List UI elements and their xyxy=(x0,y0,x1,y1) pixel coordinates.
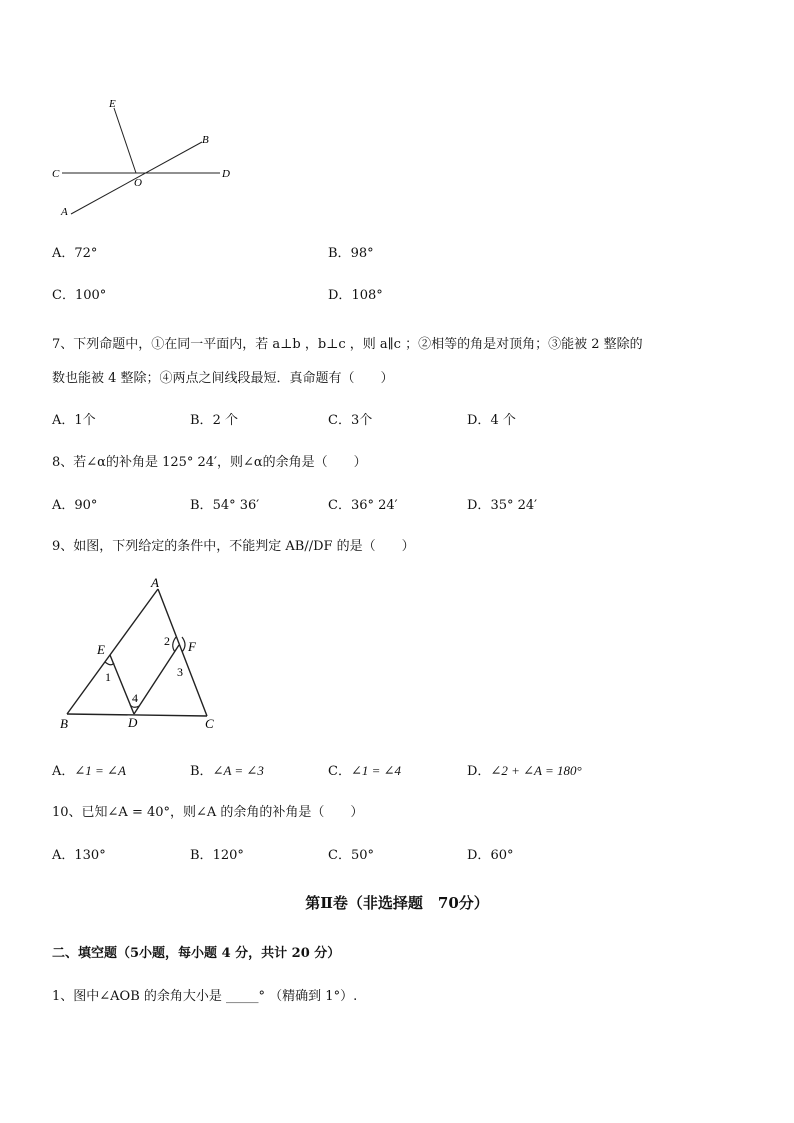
label-b: B xyxy=(60,716,68,731)
q7-option-d[interactable]: D．4 个 xyxy=(467,413,516,428)
angle-mark-3 xyxy=(182,637,185,652)
section-heading: 二、填空题（5小题，每小题 4 分，共计 20 分） xyxy=(52,946,341,961)
segment-df xyxy=(134,645,179,714)
angle-number-1: 1 xyxy=(105,670,111,684)
q10-option-d[interactable]: D．60° xyxy=(467,848,514,863)
q8-option-d[interactable]: D．35° 24′ xyxy=(467,498,538,513)
angle-number-4: 4 xyxy=(132,691,138,705)
q7-stem-line2: 数也能被 4 整除；④两点之间线段最短．真命题有（ ） xyxy=(52,371,394,386)
q9-stem: 9、如图，下列给定的条件中，不能判定 AB//DF 的是（ ） xyxy=(52,539,415,554)
side-ac xyxy=(158,589,207,716)
label-e: E xyxy=(97,642,105,657)
label-f: F xyxy=(188,639,196,654)
ray-oe xyxy=(114,108,136,173)
part2-title: 第Ⅱ卷（非选择题 70分） xyxy=(305,894,489,912)
q9-option-d[interactable]: D．∠2 + ∠A = 180° xyxy=(467,763,582,779)
label-b: B xyxy=(202,134,209,146)
label-e: E xyxy=(109,98,116,110)
side-ab xyxy=(67,589,158,714)
label-o: O xyxy=(134,177,142,189)
q7-option-b[interactable]: B．2 个 xyxy=(190,413,238,428)
label-a: A xyxy=(151,575,159,590)
q6-figure xyxy=(40,90,260,230)
q10-option-a[interactable]: A．130° xyxy=(52,848,106,863)
q6-option-a[interactable]: A．72° xyxy=(52,246,98,261)
label-c: C xyxy=(52,168,60,180)
q10-stem: 10、已知∠A = 40°，则∠A 的余角的补角是（ ） xyxy=(52,805,364,820)
q10-option-c[interactable]: C．50° xyxy=(328,848,374,863)
angle-number-2: 2 xyxy=(164,634,170,648)
q6-option-c[interactable]: C．100° xyxy=(52,288,107,303)
q8-option-a[interactable]: A．90° xyxy=(52,498,98,513)
fill-question-1: 1、图中∠AOB 的余角大小是 _____° （精确到 1°）. xyxy=(52,989,358,1004)
q8-stem: 8、若∠α的补角是 125° 24′，则∠α的余角是（ ） xyxy=(52,455,367,470)
label-d: D xyxy=(128,715,138,730)
q8-option-b[interactable]: B．54° 36′ xyxy=(190,498,260,513)
q7-option-a[interactable]: A．1个 xyxy=(52,413,96,428)
q10-option-b[interactable]: B．120° xyxy=(190,848,244,863)
q6-option-d[interactable]: D．108° xyxy=(328,288,383,303)
q9-option-b[interactable]: B．∠A = ∠3 xyxy=(190,763,264,779)
q9-figure xyxy=(55,575,225,735)
q9-option-a[interactable]: A．∠1 = ∠A xyxy=(52,763,126,779)
q7-option-c[interactable]: C．3个 xyxy=(328,413,373,428)
label-d: D xyxy=(222,168,230,180)
label-c: C xyxy=(205,716,214,731)
label-a: A xyxy=(61,206,68,218)
q8-option-c[interactable]: C．36° 24′ xyxy=(328,498,398,513)
q9-option-c[interactable]: C．∠1 = ∠4 xyxy=(328,763,402,779)
q6-option-b[interactable]: B．98° xyxy=(328,246,374,261)
q7-stem-line1: 7、下列命题中，①在同一平面内，若 a⊥b ，b⊥c ，则 a∥c ；②相等的角是对顶角；③能被 2 整除的 xyxy=(52,337,643,352)
angle-number-3: 3 xyxy=(177,665,183,679)
